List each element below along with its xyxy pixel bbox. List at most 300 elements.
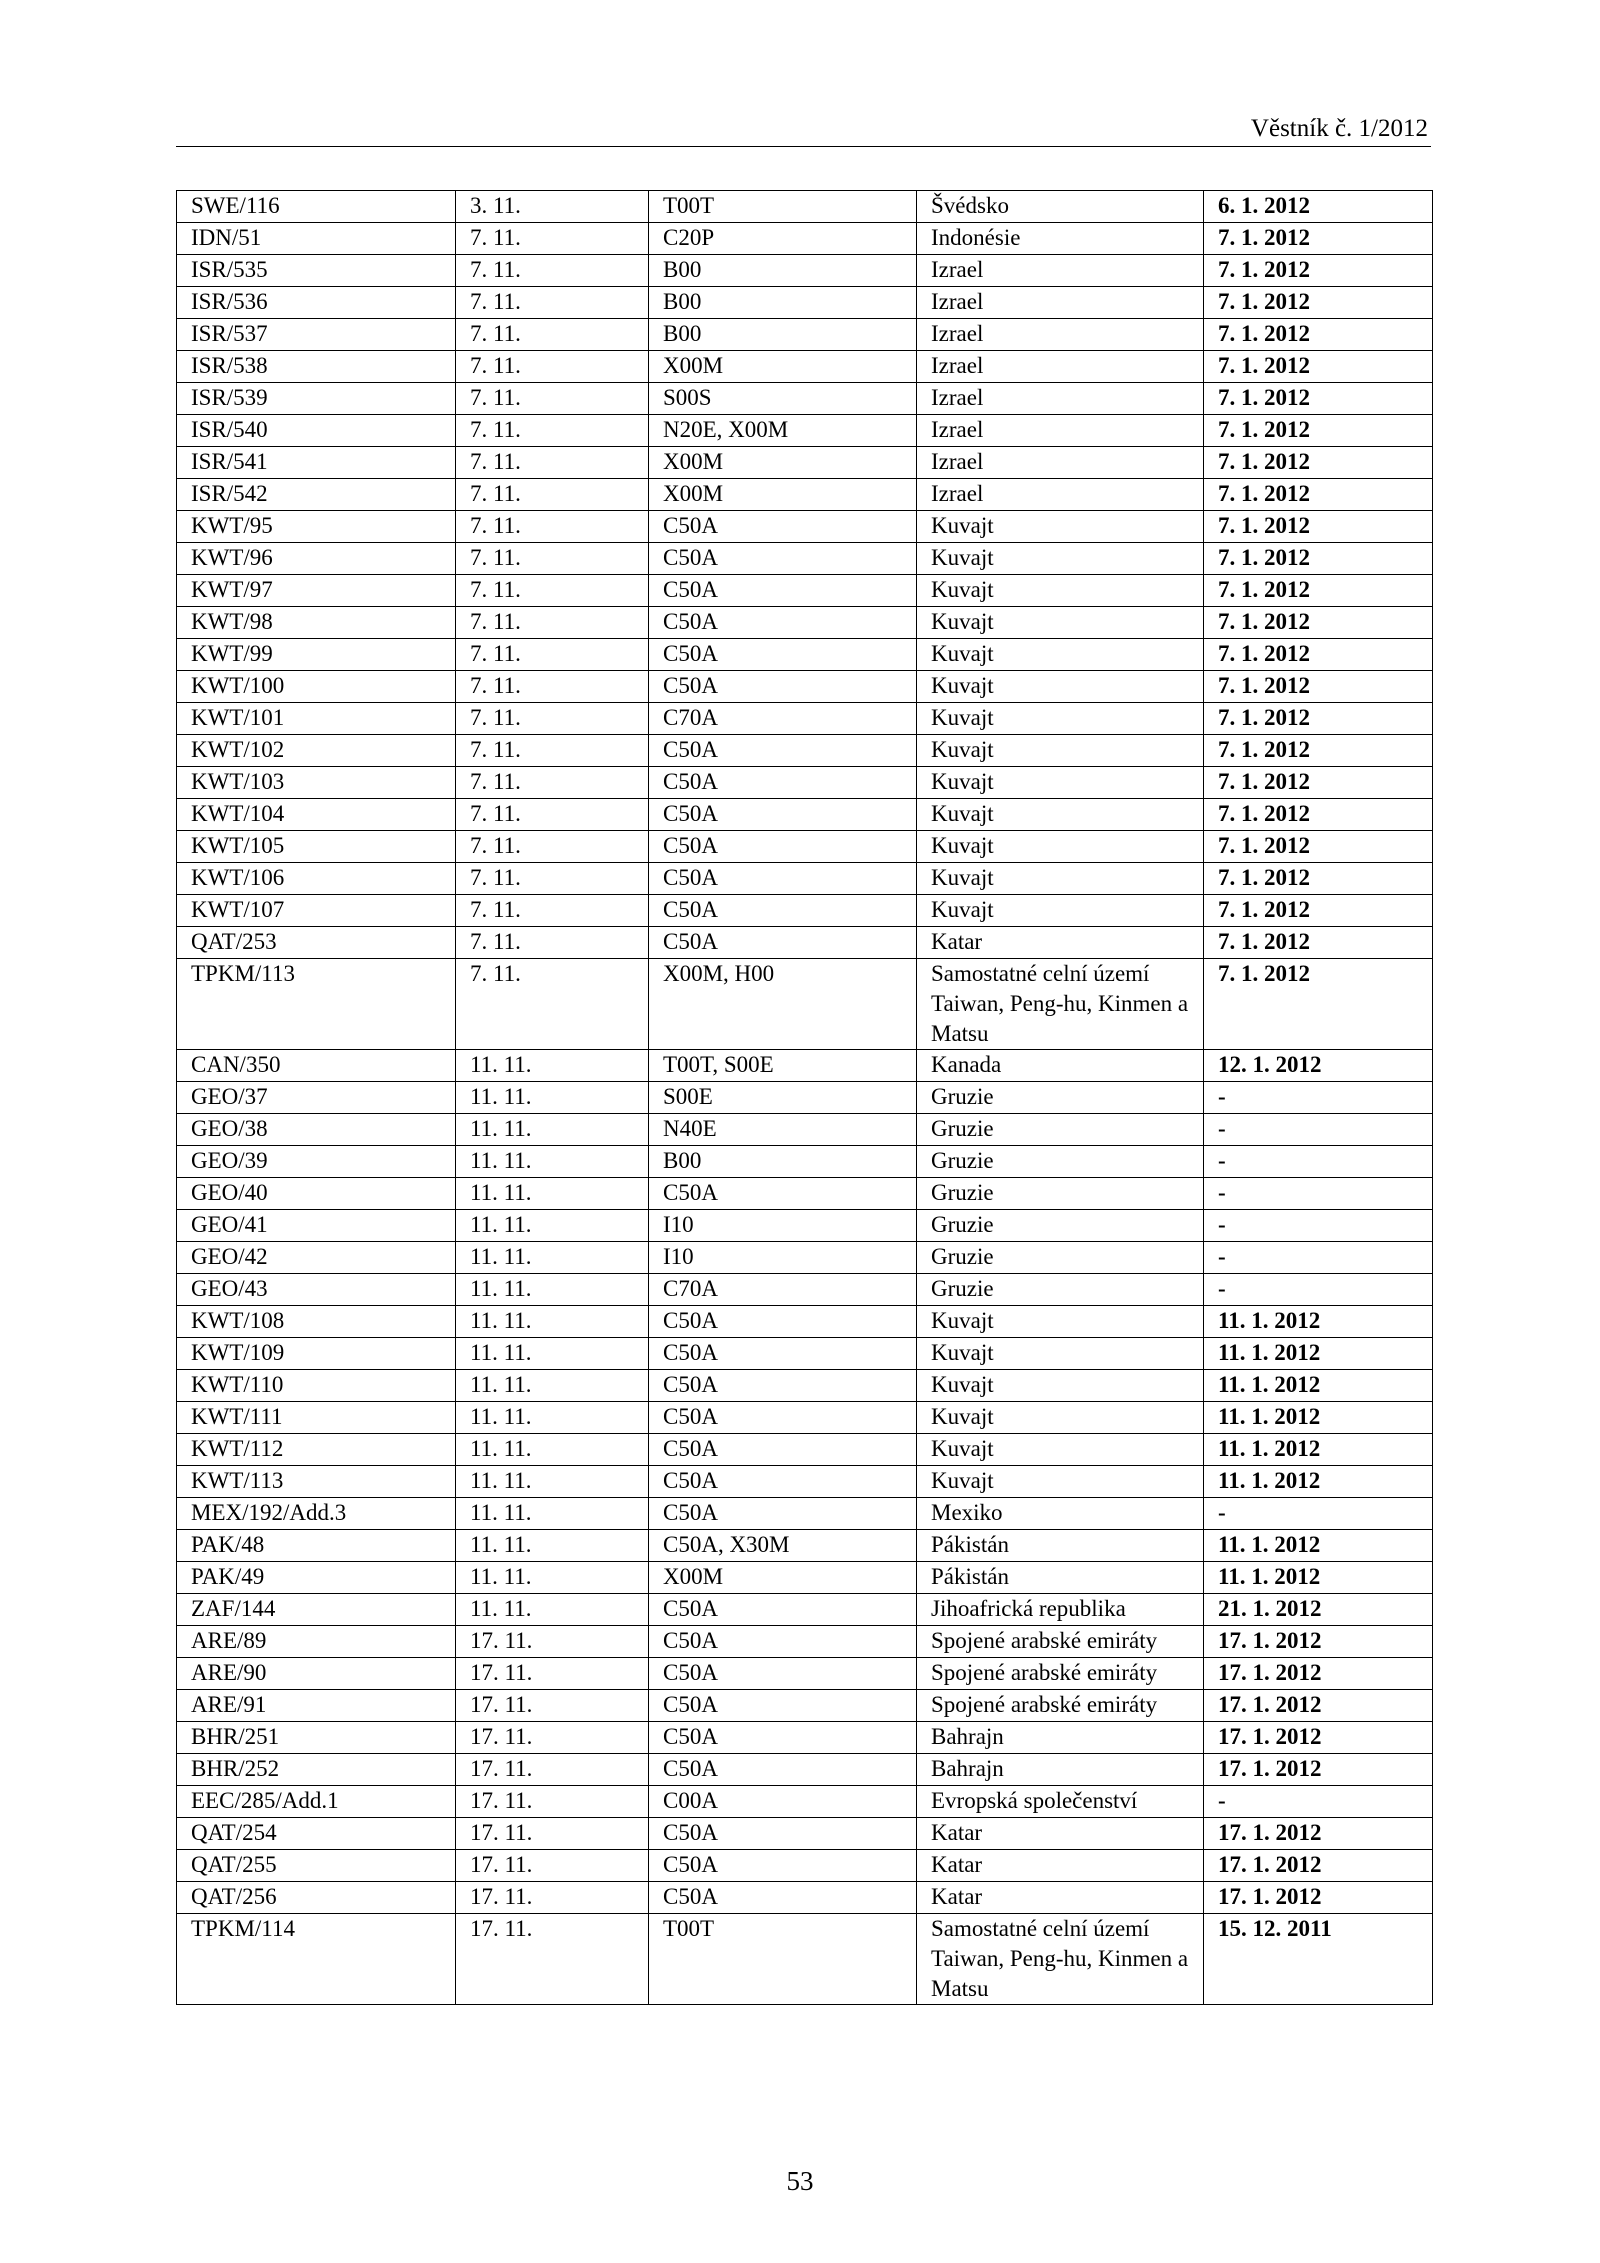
product-code-cell: C50A xyxy=(649,767,917,799)
deadline-date-cell: 21. 1. 2012 xyxy=(1204,1594,1433,1626)
deadline-date-cell: 17. 1. 2012 xyxy=(1204,1754,1433,1786)
notification-date-cell: 17. 11. xyxy=(456,1690,649,1722)
member-cell: Katar xyxy=(917,927,1204,959)
product-code-cell: C50A xyxy=(649,607,917,639)
notification-date-cell: 11. 11. xyxy=(456,1594,649,1626)
product-code-cell: C50A xyxy=(649,511,917,543)
product-code-cell: C50A xyxy=(649,1818,917,1850)
document-code-cell: KWT/111 xyxy=(177,1402,456,1434)
member-cell: Kuvajt xyxy=(917,1338,1204,1370)
document-code-cell: CAN/350 xyxy=(177,1050,456,1082)
member-cell: Pákistán xyxy=(917,1530,1204,1562)
deadline-date-cell: 6. 1. 2012 xyxy=(1204,191,1433,223)
table-row xyxy=(177,1338,1433,1370)
table-row xyxy=(177,671,1433,703)
document-code-cell: SWE/116 xyxy=(177,191,456,223)
table-row xyxy=(177,1082,1433,1114)
product-code-cell: S00E xyxy=(649,1082,917,1114)
table-row xyxy=(177,799,1433,831)
notification-date-cell: 7. 11. xyxy=(456,447,649,479)
member-cell: Izrael xyxy=(917,351,1204,383)
product-code-cell: T00T xyxy=(649,1914,917,2005)
notification-date-cell: 17. 11. xyxy=(456,1658,649,1690)
document-code-cell: KWT/105 xyxy=(177,831,456,863)
table-row xyxy=(177,1114,1433,1146)
table-row xyxy=(177,1658,1433,1690)
product-code-cell: C50A xyxy=(649,1466,917,1498)
table-row xyxy=(177,1050,1433,1082)
notification-date-cell: 7. 11. xyxy=(456,831,649,863)
product-code-cell: B00 xyxy=(649,1146,917,1178)
notification-date-cell: 7. 11. xyxy=(456,671,649,703)
member-cell: Kuvajt xyxy=(917,575,1204,607)
notification-date-cell: 7. 11. xyxy=(456,255,649,287)
table-row xyxy=(177,1850,1433,1882)
document-code-cell: GEO/41 xyxy=(177,1210,456,1242)
product-code-cell: C50A xyxy=(649,735,917,767)
document-code-cell: KWT/99 xyxy=(177,639,456,671)
deadline-date-cell: 7. 1. 2012 xyxy=(1204,831,1433,863)
deadline-date-cell: 11. 1. 2012 xyxy=(1204,1402,1433,1434)
table-row xyxy=(177,543,1433,575)
deadline-date-cell: 7. 1. 2012 xyxy=(1204,895,1433,927)
document-code-cell: KWT/108 xyxy=(177,1306,456,1338)
notification-date-cell: 7. 11. xyxy=(456,287,649,319)
table-row xyxy=(177,511,1433,543)
product-code-cell: C50A xyxy=(649,1690,917,1722)
document-code-cell: PAK/49 xyxy=(177,1562,456,1594)
notification-date-cell: 11. 11. xyxy=(456,1402,649,1434)
document-code-cell: GEO/43 xyxy=(177,1274,456,1306)
deadline-date-cell: 7. 1. 2012 xyxy=(1204,223,1433,255)
document-code-cell: GEO/39 xyxy=(177,1146,456,1178)
notification-date-cell: 11. 11. xyxy=(456,1178,649,1210)
product-code-cell: C50A xyxy=(649,1498,917,1530)
document-code-cell: KWT/98 xyxy=(177,607,456,639)
member-cell: Gruzie xyxy=(917,1274,1204,1306)
deadline-date-cell: 17. 1. 2012 xyxy=(1204,1818,1433,1850)
notification-date-cell: 11. 11. xyxy=(456,1146,649,1178)
deadline-date-cell: 11. 1. 2012 xyxy=(1204,1338,1433,1370)
notification-date-cell: 7. 11. xyxy=(456,895,649,927)
notification-date-cell: 17. 11. xyxy=(456,1722,649,1754)
product-code-cell: X00M xyxy=(649,1562,917,1594)
table-row xyxy=(177,1434,1433,1466)
notification-date-cell: 7. 11. xyxy=(456,383,649,415)
member-cell: Mexiko xyxy=(917,1498,1204,1530)
product-code-cell: I10 xyxy=(649,1242,917,1274)
member-cell: Katar xyxy=(917,1818,1204,1850)
deadline-date-cell: 7. 1. 2012 xyxy=(1204,639,1433,671)
notification-date-cell: 7. 11. xyxy=(456,319,649,351)
deadline-date-cell: 7. 1. 2012 xyxy=(1204,575,1433,607)
table-row xyxy=(177,1594,1433,1626)
table-row xyxy=(177,1882,1433,1914)
deadline-date-cell: 17. 1. 2012 xyxy=(1204,1722,1433,1754)
notification-date-cell: 7. 11. xyxy=(456,927,649,959)
deadline-date-cell: 7. 1. 2012 xyxy=(1204,511,1433,543)
product-code-cell: C50A xyxy=(649,1338,917,1370)
document-code-cell: IDN/51 xyxy=(177,223,456,255)
deadline-date-cell: - xyxy=(1204,1786,1433,1818)
document-code-cell: ISR/542 xyxy=(177,479,456,511)
table-row xyxy=(177,191,1433,223)
notification-date-cell: 11. 11. xyxy=(456,1050,649,1082)
notification-date-cell: 7. 11. xyxy=(456,639,649,671)
document-code-cell: KWT/97 xyxy=(177,575,456,607)
document-code-cell: KWT/106 xyxy=(177,863,456,895)
document-code-cell: GEO/37 xyxy=(177,1082,456,1114)
member-cell: Kuvajt xyxy=(917,767,1204,799)
table-row xyxy=(177,1530,1433,1562)
deadline-date-cell: 7. 1. 2012 xyxy=(1204,447,1433,479)
table-row xyxy=(177,959,1433,1050)
product-code-cell: T00T xyxy=(649,191,917,223)
notification-date-cell: 17. 11. xyxy=(456,1754,649,1786)
table-row xyxy=(177,447,1433,479)
member-cell: Kuvajt xyxy=(917,639,1204,671)
deadline-date-cell: 7. 1. 2012 xyxy=(1204,671,1433,703)
member-cell: Kuvajt xyxy=(917,831,1204,863)
member-cell: Gruzie xyxy=(917,1146,1204,1178)
member-cell: Izrael xyxy=(917,287,1204,319)
product-code-cell: C50A xyxy=(649,799,917,831)
member-cell: Kuvajt xyxy=(917,607,1204,639)
document-code-cell: KWT/96 xyxy=(177,543,456,575)
document-code-cell: ARE/91 xyxy=(177,1690,456,1722)
table-row xyxy=(177,1722,1433,1754)
notification-date-cell: 7. 11. xyxy=(456,703,649,735)
document-code-cell: ISR/536 xyxy=(177,287,456,319)
notification-date-cell: 17. 11. xyxy=(456,1914,649,2005)
table-row xyxy=(177,1626,1433,1658)
table-row xyxy=(177,1786,1433,1818)
notification-date-cell: 17. 11. xyxy=(456,1850,649,1882)
member-cell: Izrael xyxy=(917,479,1204,511)
notification-date-cell: 11. 11. xyxy=(456,1370,649,1402)
deadline-date-cell: 17. 1. 2012 xyxy=(1204,1690,1433,1722)
notification-date-cell: 17. 11. xyxy=(456,1818,649,1850)
deadline-date-cell: - xyxy=(1204,1498,1433,1530)
member-cell: Gruzie xyxy=(917,1178,1204,1210)
product-code-cell: C50A xyxy=(649,1402,917,1434)
notification-date-cell: 11. 11. xyxy=(456,1338,649,1370)
document-code-cell: ISR/541 xyxy=(177,447,456,479)
member-cell: Katar xyxy=(917,1850,1204,1882)
product-code-cell: I10 xyxy=(649,1210,917,1242)
document-code-cell: KWT/107 xyxy=(177,895,456,927)
member-cell: Kuvajt xyxy=(917,863,1204,895)
notification-date-cell: 11. 11. xyxy=(456,1562,649,1594)
product-code-cell: C50A xyxy=(649,1722,917,1754)
table-body xyxy=(177,191,1433,2005)
table-row xyxy=(177,1562,1433,1594)
document-code-cell: EEC/285/Add.1 xyxy=(177,1786,456,1818)
deadline-date-cell: 7. 1. 2012 xyxy=(1204,383,1433,415)
notification-date-cell: 17. 11. xyxy=(456,1786,649,1818)
document-code-cell: ISR/537 xyxy=(177,319,456,351)
product-code-cell: C50A xyxy=(649,1178,917,1210)
notification-date-cell: 7. 11. xyxy=(456,735,649,767)
member-cell: Kuvajt xyxy=(917,895,1204,927)
product-code-cell: C50A xyxy=(649,1658,917,1690)
member-cell: Gruzie xyxy=(917,1242,1204,1274)
deadline-date-cell: 7. 1. 2012 xyxy=(1204,415,1433,447)
table-row xyxy=(177,1754,1433,1786)
member-cell: Kuvajt xyxy=(917,543,1204,575)
document-code-cell: QAT/255 xyxy=(177,1850,456,1882)
table-row xyxy=(177,415,1433,447)
member-cell: Kuvajt xyxy=(917,703,1204,735)
member-cell: Izrael xyxy=(917,447,1204,479)
product-code-cell: C50A xyxy=(649,639,917,671)
product-code-cell: T00T, S00E xyxy=(649,1050,917,1082)
deadline-date-cell: 17. 1. 2012 xyxy=(1204,1850,1433,1882)
document-code-cell: PAK/48 xyxy=(177,1530,456,1562)
member-cell: Evropská společenství xyxy=(917,1786,1204,1818)
table-row xyxy=(177,1242,1433,1274)
notification-date-cell: 17. 11. xyxy=(456,1626,649,1658)
document-code-cell: KWT/110 xyxy=(177,1370,456,1402)
product-code-cell: C20P xyxy=(649,223,917,255)
table-row xyxy=(177,1466,1433,1498)
deadline-date-cell: 7. 1. 2012 xyxy=(1204,703,1433,735)
table-row xyxy=(177,703,1433,735)
deadline-date-cell: - xyxy=(1204,1210,1433,1242)
product-code-cell: C50A, X30M xyxy=(649,1530,917,1562)
notification-date-cell: 7. 11. xyxy=(456,415,649,447)
document-code-cell: KWT/101 xyxy=(177,703,456,735)
product-code-cell: X00M xyxy=(649,447,917,479)
deadline-date-cell: 17. 1. 2012 xyxy=(1204,1882,1433,1914)
deadline-date-cell: - xyxy=(1204,1178,1433,1210)
deadline-date-cell: - xyxy=(1204,1082,1433,1114)
table-row xyxy=(177,1178,1433,1210)
member-cell: Samostatné celní území Taiwan, Peng-hu, Kinmen a Matsu xyxy=(917,959,1204,1050)
document-code-cell: BHR/252 xyxy=(177,1754,456,1786)
table-row xyxy=(177,1146,1433,1178)
product-code-cell: B00 xyxy=(649,319,917,351)
table-row xyxy=(177,223,1433,255)
document-code-cell: KWT/95 xyxy=(177,511,456,543)
product-code-cell: C50A xyxy=(649,543,917,575)
product-code-cell: C50A xyxy=(649,671,917,703)
deadline-date-cell: 7. 1. 2012 xyxy=(1204,927,1433,959)
deadline-date-cell: 12. 1. 2012 xyxy=(1204,1050,1433,1082)
table-row xyxy=(177,927,1433,959)
member-cell: Kuvajt xyxy=(917,1306,1204,1338)
notification-date-cell: 11. 11. xyxy=(456,1498,649,1530)
table-row xyxy=(177,575,1433,607)
deadline-date-cell: 7. 1. 2012 xyxy=(1204,767,1433,799)
notification-date-cell: 7. 11. xyxy=(456,223,649,255)
member-cell: Kuvajt xyxy=(917,1466,1204,1498)
table-row xyxy=(177,287,1433,319)
table-row xyxy=(177,767,1433,799)
table-row xyxy=(177,895,1433,927)
table-row xyxy=(177,1914,1433,2005)
product-code-cell: C50A xyxy=(649,863,917,895)
running-header-title: Věstník č. 1/2012 xyxy=(1250,115,1428,142)
product-code-cell: C50A xyxy=(649,1882,917,1914)
document-code-cell: GEO/40 xyxy=(177,1178,456,1210)
notifications-table xyxy=(176,190,1433,2005)
member-cell: Kuvajt xyxy=(917,735,1204,767)
table-row xyxy=(177,479,1433,511)
product-code-cell: S00S xyxy=(649,383,917,415)
deadline-date-cell: 17. 1. 2012 xyxy=(1204,1658,1433,1690)
member-cell: Kuvajt xyxy=(917,671,1204,703)
member-cell: Izrael xyxy=(917,415,1204,447)
member-cell: Švédsko xyxy=(917,191,1204,223)
deadline-date-cell: 7. 1. 2012 xyxy=(1204,319,1433,351)
member-cell: Izrael xyxy=(917,319,1204,351)
notification-date-cell: 11. 11. xyxy=(456,1466,649,1498)
deadline-date-cell: 11. 1. 2012 xyxy=(1204,1530,1433,1562)
deadline-date-cell: 17. 1. 2012 xyxy=(1204,1626,1433,1658)
notification-date-cell: 7. 11. xyxy=(456,959,649,1050)
header-rule xyxy=(176,146,1431,147)
notification-date-cell: 7. 11. xyxy=(456,799,649,831)
document-code-cell: QAT/253 xyxy=(177,927,456,959)
product-code-cell: C00A xyxy=(649,1786,917,1818)
member-cell: Katar xyxy=(917,1882,1204,1914)
member-cell: Spojené arabské emiráty xyxy=(917,1690,1204,1722)
table-row xyxy=(177,319,1433,351)
product-code-cell: C50A xyxy=(649,1626,917,1658)
deadline-date-cell: 7. 1. 2012 xyxy=(1204,351,1433,383)
product-code-cell: C50A xyxy=(649,1370,917,1402)
deadline-date-cell: 15. 12. 2011 xyxy=(1204,1914,1433,2005)
product-code-cell: X00M, H00 xyxy=(649,959,917,1050)
deadline-date-cell: 7. 1. 2012 xyxy=(1204,479,1433,511)
deadline-date-cell: - xyxy=(1204,1114,1433,1146)
document-code-cell: QAT/256 xyxy=(177,1882,456,1914)
document-code-cell: KWT/112 xyxy=(177,1434,456,1466)
table-row xyxy=(177,255,1433,287)
document-code-cell: GEO/42 xyxy=(177,1242,456,1274)
product-code-cell: X00M xyxy=(649,351,917,383)
member-cell: Bahrajn xyxy=(917,1722,1204,1754)
document-code-cell: KWT/103 xyxy=(177,767,456,799)
deadline-date-cell: 7. 1. 2012 xyxy=(1204,863,1433,895)
product-code-cell: C70A xyxy=(649,1274,917,1306)
table-row xyxy=(177,1402,1433,1434)
table-row xyxy=(177,1690,1433,1722)
member-cell: Indonésie xyxy=(917,223,1204,255)
deadline-date-cell: - xyxy=(1204,1242,1433,1274)
member-cell: Kanada xyxy=(917,1050,1204,1082)
deadline-date-cell: - xyxy=(1204,1146,1433,1178)
document-code-cell: BHR/251 xyxy=(177,1722,456,1754)
deadline-date-cell: 11. 1. 2012 xyxy=(1204,1434,1433,1466)
document-code-cell: KWT/113 xyxy=(177,1466,456,1498)
member-cell: Spojené arabské emiráty xyxy=(917,1626,1204,1658)
table-row xyxy=(177,735,1433,767)
notification-date-cell: 17. 11. xyxy=(456,1882,649,1914)
table-row xyxy=(177,639,1433,671)
deadline-date-cell: 7. 1. 2012 xyxy=(1204,607,1433,639)
table-row xyxy=(177,831,1433,863)
member-cell: Gruzie xyxy=(917,1210,1204,1242)
deadline-date-cell: 7. 1. 2012 xyxy=(1204,735,1433,767)
notification-date-cell: 11. 11. xyxy=(456,1114,649,1146)
notification-date-cell: 7. 11. xyxy=(456,607,649,639)
product-code-cell: C50A xyxy=(649,575,917,607)
deadline-date-cell: 11. 1. 2012 xyxy=(1204,1466,1433,1498)
deadline-date-cell: 11. 1. 2012 xyxy=(1204,1562,1433,1594)
table-row xyxy=(177,1818,1433,1850)
member-cell: Izrael xyxy=(917,255,1204,287)
deadline-date-cell: 7. 1. 2012 xyxy=(1204,255,1433,287)
product-code-cell: C50A xyxy=(649,927,917,959)
product-code-cell: C50A xyxy=(649,1434,917,1466)
deadline-date-cell: 11. 1. 2012 xyxy=(1204,1370,1433,1402)
document-code-cell: GEO/38 xyxy=(177,1114,456,1146)
product-code-cell: X00M xyxy=(649,479,917,511)
product-code-cell: C50A xyxy=(649,1850,917,1882)
table-row xyxy=(177,1274,1433,1306)
document-code-cell: KWT/102 xyxy=(177,735,456,767)
notification-date-cell: 11. 11. xyxy=(456,1530,649,1562)
document-code-cell: KWT/100 xyxy=(177,671,456,703)
document-code-cell: TPKM/113 xyxy=(177,959,456,1050)
product-code-cell: C70A xyxy=(649,703,917,735)
deadline-date-cell: 7. 1. 2012 xyxy=(1204,287,1433,319)
deadline-date-cell: 7. 1. 2012 xyxy=(1204,799,1433,831)
notification-date-cell: 7. 11. xyxy=(456,351,649,383)
document-code-cell: ARE/90 xyxy=(177,1658,456,1690)
document-code-cell: ISR/535 xyxy=(177,255,456,287)
document-code-cell: ARE/89 xyxy=(177,1626,456,1658)
deadline-date-cell: 7. 1. 2012 xyxy=(1204,959,1433,1050)
member-cell: Kuvajt xyxy=(917,511,1204,543)
table-row xyxy=(177,1370,1433,1402)
member-cell: Kuvajt xyxy=(917,799,1204,831)
table-row xyxy=(177,607,1433,639)
member-cell: Samostatné celní území Taiwan, Peng-hu, Kinmen a Matsu xyxy=(917,1914,1204,2005)
notification-date-cell: 7. 11. xyxy=(456,511,649,543)
notification-date-cell: 7. 11. xyxy=(456,575,649,607)
notification-date-cell: 7. 11. xyxy=(456,543,649,575)
notification-date-cell: 7. 11. xyxy=(456,863,649,895)
notification-date-cell: 11. 11. xyxy=(456,1434,649,1466)
document-code-cell: KWT/104 xyxy=(177,799,456,831)
table-row xyxy=(177,1306,1433,1338)
table-row xyxy=(177,383,1433,415)
product-code-cell: N40E xyxy=(649,1114,917,1146)
deadline-date-cell: - xyxy=(1204,1274,1433,1306)
member-cell: Pákistán xyxy=(917,1562,1204,1594)
deadline-date-cell: 11. 1. 2012 xyxy=(1204,1306,1433,1338)
notification-date-cell: 3. 11. xyxy=(456,191,649,223)
notification-date-cell: 7. 11. xyxy=(456,479,649,511)
member-cell: Spojené arabské emiráty xyxy=(917,1658,1204,1690)
notification-date-cell: 7. 11. xyxy=(456,767,649,799)
product-code-cell: B00 xyxy=(649,255,917,287)
document-code-cell: ISR/539 xyxy=(177,383,456,415)
notification-date-cell: 11. 11. xyxy=(456,1210,649,1242)
notification-date-cell: 11. 11. xyxy=(456,1306,649,1338)
product-code-cell: C50A xyxy=(649,831,917,863)
product-code-cell: C50A xyxy=(649,895,917,927)
table-row xyxy=(177,351,1433,383)
document-code-cell: ZAF/144 xyxy=(177,1594,456,1626)
member-cell: Izrael xyxy=(917,383,1204,415)
table-row xyxy=(177,863,1433,895)
member-cell: Kuvajt xyxy=(917,1370,1204,1402)
document-code-cell: MEX/192/Add.3 xyxy=(177,1498,456,1530)
